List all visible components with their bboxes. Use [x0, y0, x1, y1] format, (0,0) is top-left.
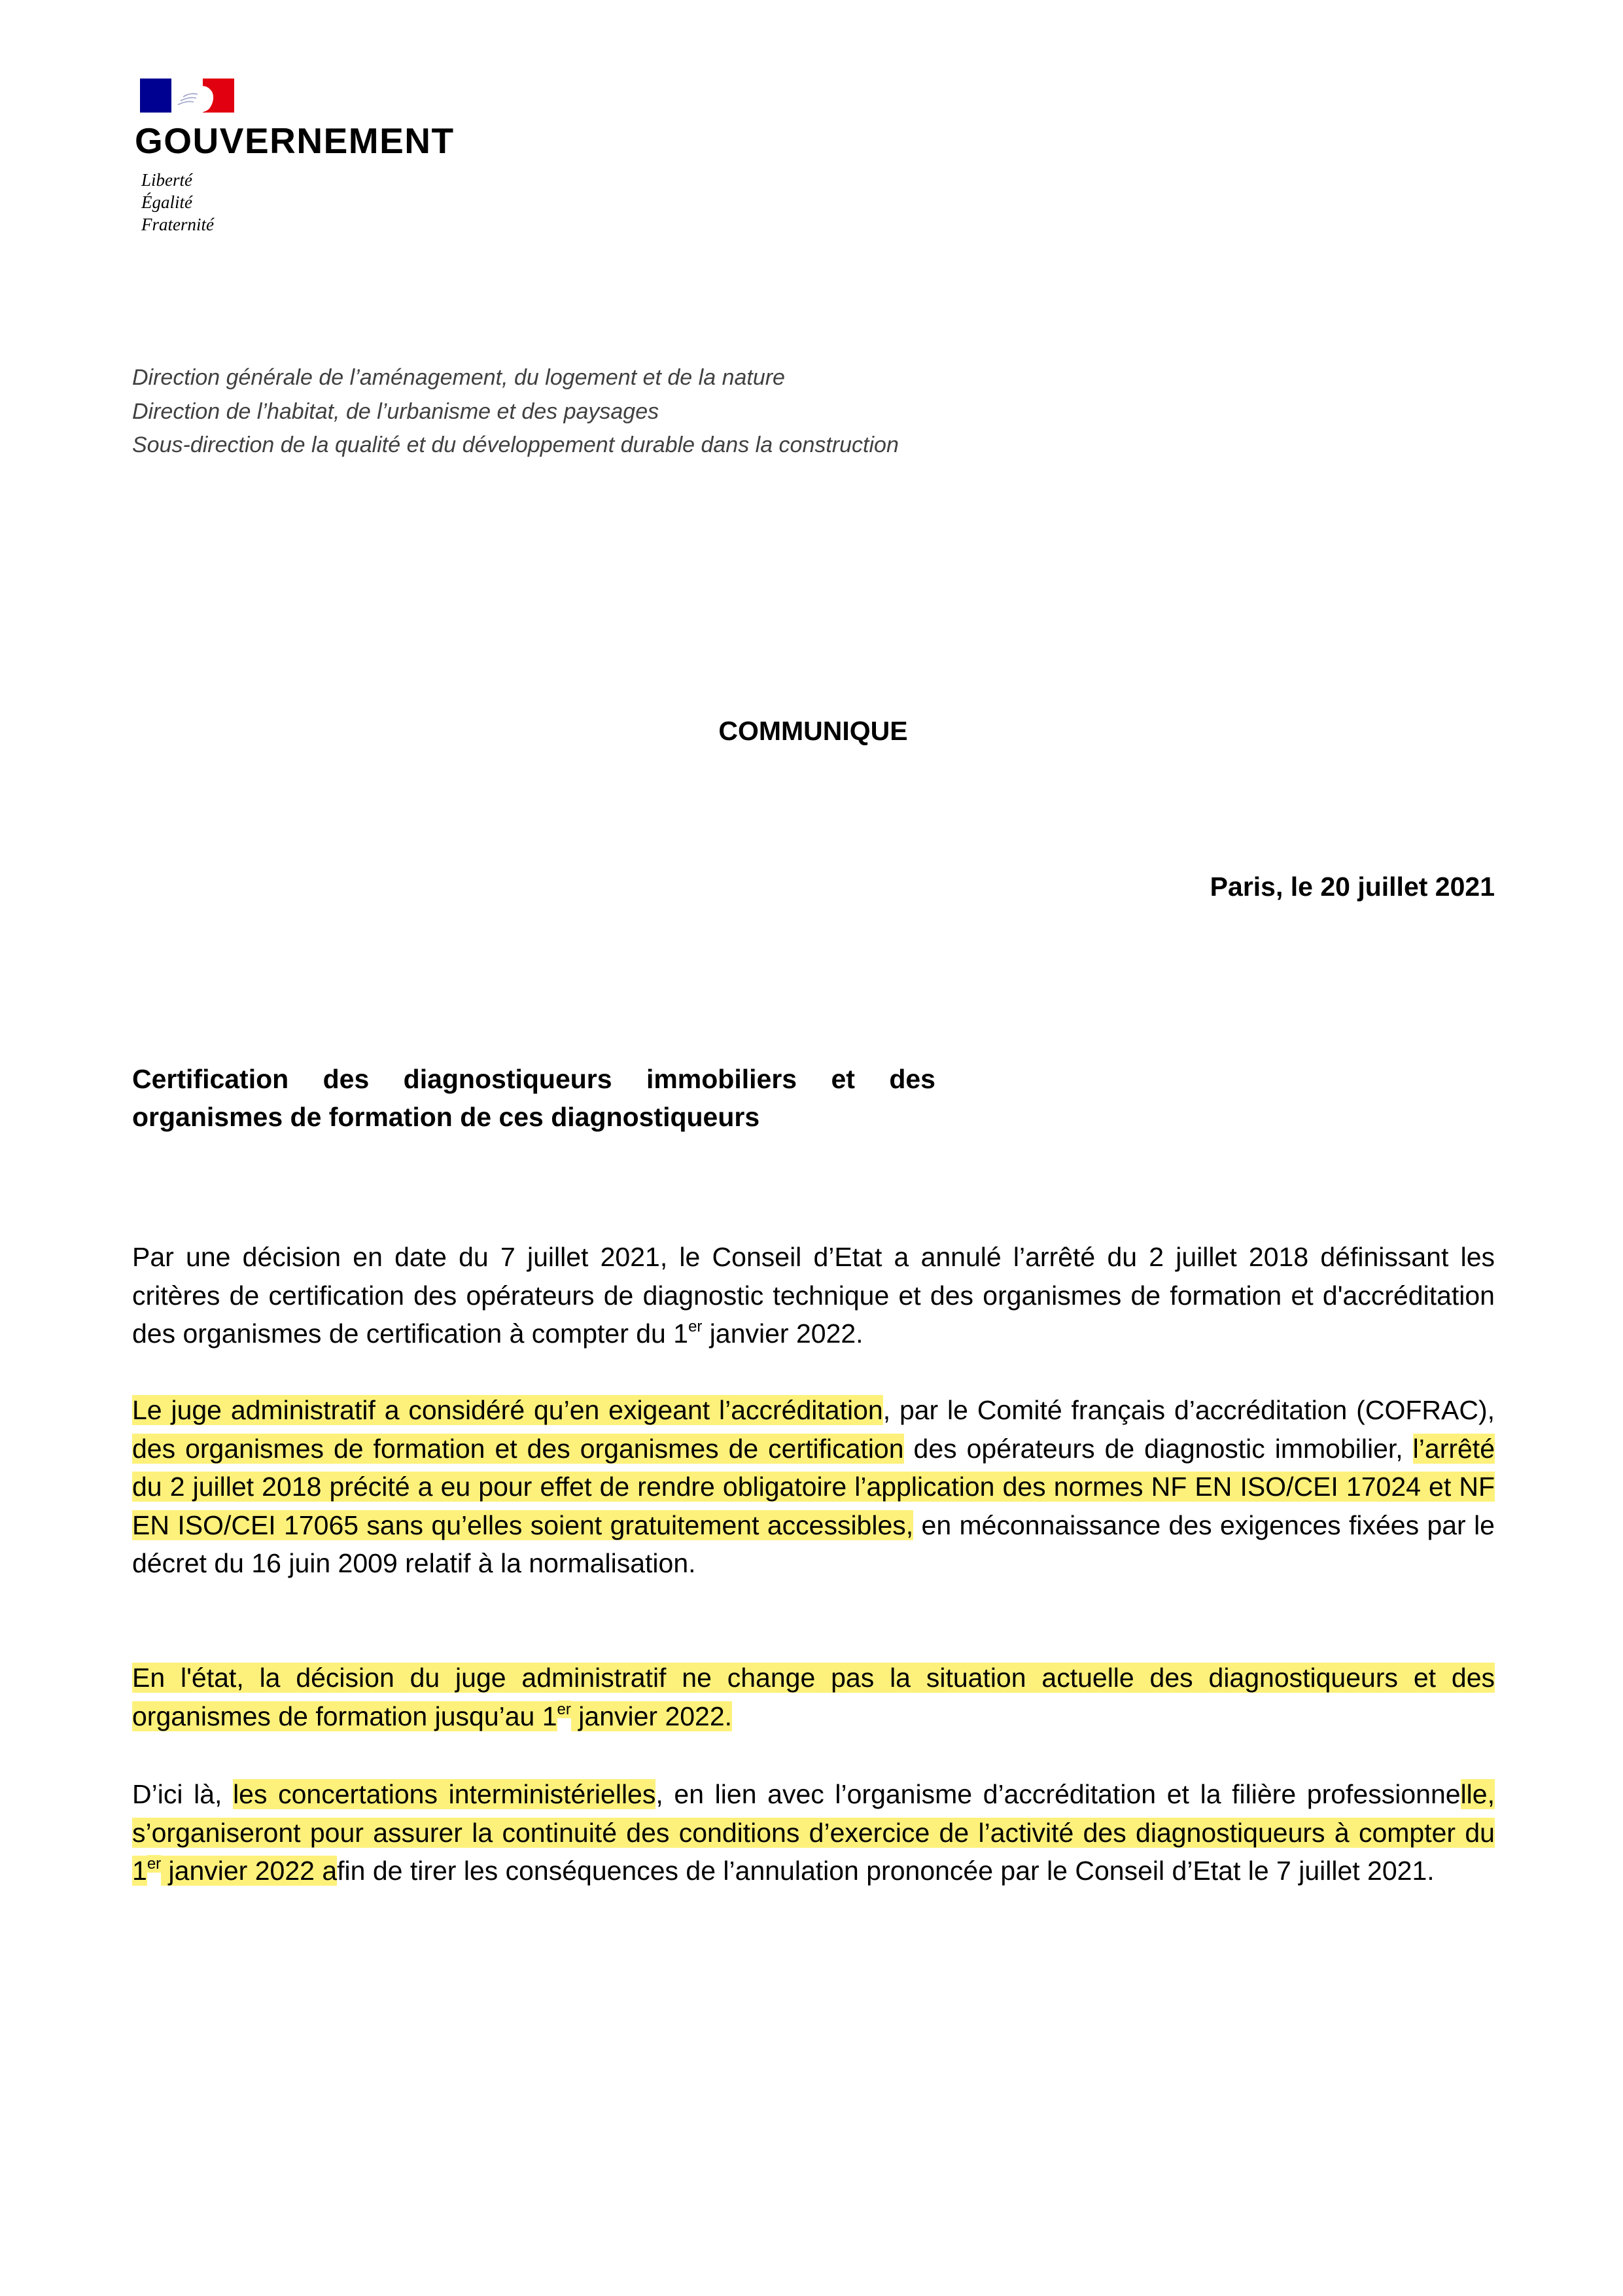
document-subject: Certification des diagnostiqueurs immobiliers et des organismes de formation de ces diagnostiqueurs: [132, 1064, 935, 1132]
p4-highlight-3: janvier 2022 a: [161, 1856, 338, 1886]
p3-highlight-1: En l'état, la décision du juge administratif ne change pas la situation actuelle des diagnostiqueurs et des organismes de formation jusqu’au 1: [132, 1663, 1495, 1731]
government-wordmark: GOUVERNEMENT: [135, 120, 455, 161]
direction-line-3: Sous-direction de la qualité et du développement durable dans la construction: [132, 433, 899, 457]
p2-highlight-2: des organismes de formation et des organismes de certification: [132, 1433, 904, 1464]
p4-text-3: fin de tirer les conséquences de l’annulation prononcée par le Conseil d’Etat le 7 juillet 2021.: [337, 1856, 1435, 1886]
p3-sup: er: [557, 1700, 571, 1718]
marianne-flag-icon: [140, 79, 234, 113]
p1-text: Par une décision en date du 7 juillet 2021, le Conseil d’Etat a annulé l’arrêté du 2 juillet 2018 définissant les critères de certification des opérateurs de diagnostic technique et des organismes de formation et d'accréditation des organismes de certification à compter du 1: [132, 1242, 1495, 1349]
direction-line-1: Direction générale de l’aménagement, du logement et de la nature: [132, 365, 785, 390]
p4-text-2: , en lien avec l’organisme d’accréditation et la filière professionne: [655, 1779, 1461, 1809]
p2-text-3: en méconnaissance des exigences fixées par le décret du 16 juin 2009 relatif à la normalisation.: [132, 1510, 1495, 1578]
p4-highlight-1: les concertations interministérielles: [233, 1779, 656, 1809]
p2-text-1: , par le Comité français d’accréditation (COFRAC),: [882, 1395, 1495, 1425]
document-title: COMMUNIQUE: [718, 716, 908, 746]
p1-text-end: janvier 2022.: [702, 1318, 864, 1349]
p2-highlight-3: l’arrêté du 2 juillet 2018 précité a eu pour effet de rendre obligatoire l’application des normes NF EN ISO/CEI 17024 et NF EN ISO/CEI 17065 sans qu’elles soient gratuitement accessibles,: [132, 1433, 1495, 1540]
document-date: Paris, le 20 juillet 2021: [1210, 872, 1495, 902]
p4-highlight-2: lle, s’organiseront pour assurer la continuité des conditions d’exercice de l’activité des diagnostiqueurs à compter du 1: [132, 1779, 1495, 1886]
paragraph-3: [132, 1659, 1495, 1735]
p1-sup: er: [688, 1318, 703, 1335]
p4-text-1: D’ici là,: [132, 1779, 234, 1809]
motto-fraternite: Fraternité: [141, 215, 214, 234]
p2-text-2: des opérateurs de diagnostic immobilier,: [903, 1433, 1413, 1464]
p3-highlight-2: janvier 2022.: [570, 1701, 733, 1731]
motto-liberte: Liberté: [141, 170, 192, 190]
paragraph-2: [132, 1391, 1495, 1583]
direction-line-2: Direction de l’habitat, de l’urbanisme et des paysages: [132, 399, 659, 424]
paragraph-1: [132, 1238, 1495, 1353]
motto-egalite: Égalité: [141, 192, 192, 212]
paragraph-4: [132, 1775, 1495, 1890]
p2-highlight-1: Le juge administratif a considéré qu’en exigeant l’accréditation: [132, 1395, 883, 1425]
p4-sup: er: [147, 1855, 162, 1873]
